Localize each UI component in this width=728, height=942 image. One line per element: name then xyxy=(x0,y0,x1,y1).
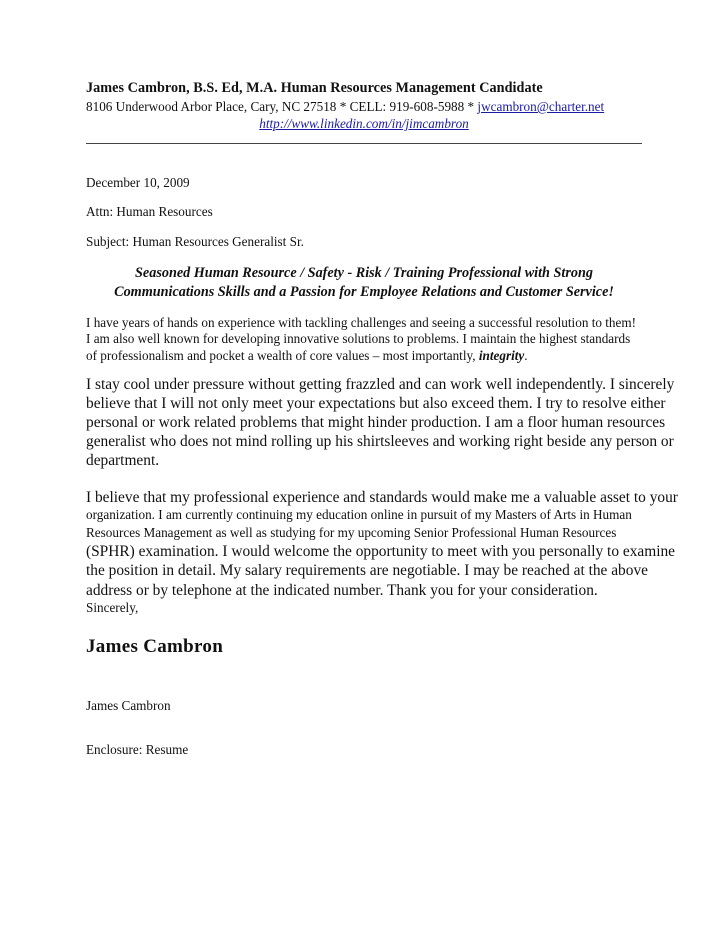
subject-line: Subject: Human Resources Generalist Sr. xyxy=(86,234,304,249)
letterhead-divider xyxy=(86,143,642,144)
paragraph-3-line: address or by telephone at the indicated number. Thank you for your consideration. xyxy=(86,581,598,599)
email-link[interactable]: jwcambron@charter.net xyxy=(477,99,605,114)
paragraph-3-line: I believe that my professional experience and standards would make me a valuable asset to your xyxy=(86,489,678,506)
contact-address-phone: 8106 Underwood Arbor Place, Cary, NC 27518 * CELL: 919-608-5988 * xyxy=(86,99,478,114)
letterhead-contact xyxy=(86,99,604,115)
attention-line: Attn: Human Resources xyxy=(86,204,213,219)
paragraph-3-line: organization. I am currently continuing my education online in pursuit of my Masters of Arts in Human xyxy=(86,507,632,523)
paragraph-2-line: personal or work related problems that might hinder production. I am a floor human resources xyxy=(86,414,666,431)
paragraph-1-line: I have years of hands on experience with tackling challenges and seeing a successful resolution to them! xyxy=(86,315,637,330)
paragraph-1-line: I am also well known for developing innovative solutions to problems. I maintain the highest standards xyxy=(86,331,631,347)
letterhead-linkedin xyxy=(86,116,642,132)
body-paragraph-2 xyxy=(86,375,675,470)
letter-date: December 10, 2009 xyxy=(86,175,190,190)
paragraph-2-line: I stay cool under pressure without getting frazzled and can work well independently. I sincerely xyxy=(86,376,675,393)
paragraph-3-line: Resources Management as well as studying for my upcoming Senior Professional Human Resources xyxy=(86,524,617,540)
paragraph-3-line: the position in detail. My salary requirements are negotiable. I may be reached at the above xyxy=(86,562,648,580)
headline-tagline xyxy=(86,264,642,302)
body-paragraph-1 xyxy=(86,315,646,364)
tagline-line-1: Seasoned Human Resource / Safety - Risk / Training Professional with Strong xyxy=(135,265,593,281)
paragraph-2-line: believe that I will not only meet your expectations but also exceed them. I try to resolve either xyxy=(86,395,666,412)
printed-name: James Cambron xyxy=(86,698,171,713)
paragraph-1-text: of professionalism and pocket a wealth of core values – most importantly, xyxy=(86,347,479,363)
letterhead-title: James Cambron, B.S. Ed, M.A. Human Resources Management Candidate xyxy=(86,80,543,96)
linkedin-link[interactable]: http://www.linkedin.com/in/jimcambron xyxy=(259,116,469,131)
paragraph-1-period: . xyxy=(524,347,528,363)
paragraph-3-line: (SPHR) examination. I would welcome the opportunity to meet with you personally to examine xyxy=(86,543,676,561)
integrity-emphasis: integrity xyxy=(478,347,525,363)
signature-name-bold: James Cambron xyxy=(86,636,224,657)
paragraph-2-line: generalist who does not mind rolling up his shirtsleeves and working right beside any person or xyxy=(86,433,674,450)
closing-salutation: Sincerely, xyxy=(86,600,139,615)
body-paragraph-3 xyxy=(86,488,678,600)
enclosure-line: Enclosure: Resume xyxy=(86,742,189,757)
paragraph-2-line: department. xyxy=(86,452,160,469)
tagline-line-2: Communications Skills and a Passion for Employee Relations and Customer Service! xyxy=(114,284,614,300)
paragraph-1-line xyxy=(86,348,646,364)
